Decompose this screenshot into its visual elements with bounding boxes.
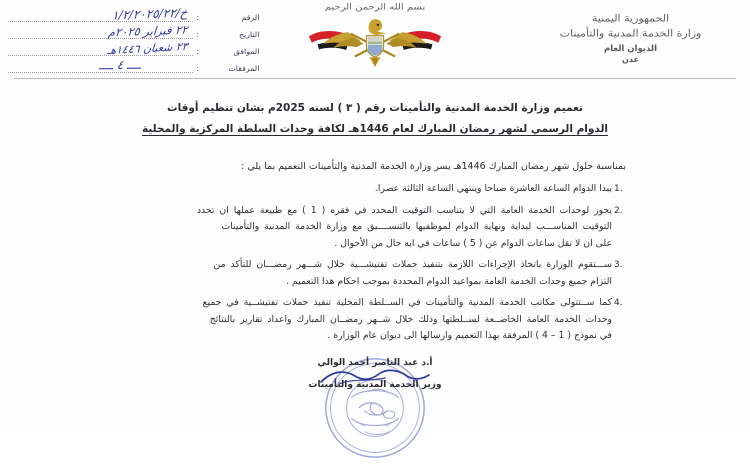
handwritten-number: خ/١/٢/٢٠٢٥/٢٢	[111, 5, 188, 23]
clause-line: التزام جميع وحدات الخدمة العامة بمواعيد الدوام المحددة بموجب احكام هذا التعميم .	[286, 275, 612, 287]
clause-item	[118, 295, 630, 345]
clause-text	[118, 181, 612, 198]
reference-row-date	[8, 23, 258, 39]
clause-line: في نموذج ( 1 – 4 ) المرفقة بهذا التعميم وارسالها الى ديوان عام الوزارة .	[327, 330, 612, 341]
clause-line: يجوز لوحدات الخدمة العامة التي لا يتناسب التوقيت المحدد في فقره ( 1 ) مع طبيعة عملها ان تحدد	[196, 204, 612, 216]
reference-label-date: التاريخ	[238, 30, 260, 39]
emblem-block	[270, 2, 480, 68]
reference-row-number	[8, 6, 258, 22]
ministry-official-round-stamp-icon	[323, 356, 427, 460]
department-name: الديوان العام	[604, 44, 657, 54]
clause-number: 3.	[614, 260, 623, 270]
reference-colon-number: :	[196, 13, 199, 22]
reference-value-number	[8, 7, 193, 22]
clause-number: 1.	[614, 184, 623, 194]
basmala-text: بسم الله الرحمن الرحيم	[324, 2, 426, 13]
document-title	[0, 98, 750, 140]
clause-text	[118, 295, 612, 345]
country-name: الجمهورية اليمنية	[591, 12, 669, 25]
city-name: عدن	[622, 55, 639, 64]
reference-label-hijri: الموافق	[233, 47, 260, 56]
clause-line: التوقيت المناســـب لبداية ونهاية الدوام لموظفيها بالتنســــيق مع وزارة الخدمة المدنية والتأمينات	[221, 221, 612, 232]
clause-line: ســـتقوم الوزارة باتخاذ الإجراءات اللازمة بتنفيذ حملات تفتيشـــية خلال شـــهر رمضـــان للتأكد من	[213, 259, 612, 270]
reference-colon-hijri: :	[196, 47, 199, 56]
clause-number: 4.	[614, 298, 623, 308]
handwritten-attachments: ــــ ٤ ــــ	[98, 57, 142, 73]
clause-list	[118, 181, 630, 345]
reference-value-date	[8, 24, 193, 39]
reference-row-attachments	[8, 57, 258, 73]
clause-text	[118, 203, 612, 253]
clause-line: كما ســتتولى مكاتب الخدمة المدنية والتأمينات في الســلطة المحلية تنفيذ حملات تفتيشــية في جميع	[202, 297, 612, 308]
header-divider	[14, 78, 736, 79]
document-body	[118, 158, 630, 350]
signature-block	[0, 358, 750, 390]
intro-paragraph: بمناسبة حلول شهر رمضان المبارك 1446هـ يسر وزارة الخدمة المدنية والتأمينات التعميم بما يلي :	[241, 161, 626, 172]
reference-row-hijri	[8, 40, 258, 56]
clause-line: يبدا الدوام الساعة العاشرة صباحا وينتهي الساعة الثالثة عصرا.	[374, 183, 612, 194]
title-line-1: تعميم وزارة الخدمة المدنية والتأمينات رقم ( ٣ ) لسنه 2025م بشان تنظيم أوقات	[167, 102, 583, 114]
clause-line: على ان لا تقل ساعات الدوام عن ( 5 ) ساعات في ايه حال من الأحوال .	[334, 237, 612, 249]
title-line-2: الدوام الرسمي لشهر رمضان المبارك لعام 1446هـ لكافة وحدات السلطة المركزية والمحلية	[141, 123, 608, 135]
clause-item	[118, 257, 630, 290]
clause-item	[118, 181, 630, 198]
reference-value-attachments	[8, 58, 193, 73]
handwritten-date: ٢٢ فبراير ٢٠٢٥م	[107, 22, 189, 40]
reference-fields	[8, 6, 258, 74]
clause-text	[118, 257, 612, 290]
signatory-title: وزير الخدمة المدنية والتأمينات	[308, 380, 442, 390]
reference-value-hijri	[8, 41, 193, 56]
ministry-name: وزارة الخدمة المدنية والتأمينات	[559, 27, 702, 40]
clause-number: 2.	[614, 205, 623, 216]
signatory-name: أ.د عبد الناصر أحمد الوالي	[317, 358, 433, 368]
clause-line: وحدات الخدمة العامة الخاضــعة لســلطتها وذلك خلال شــهر رمضــان المبارك واعداد تقارير بالنتائج	[209, 313, 612, 325]
reference-colon-date: :	[196, 30, 199, 39]
reference-label-attachments: المرفقات	[228, 64, 260, 73]
clause-item	[118, 203, 630, 253]
reference-colon-attachments: :	[196, 64, 199, 73]
handwritten-hijri-date: ٢٣ شعبان ١٤٤٦هـ	[106, 39, 188, 58]
yemen-eagle-emblem-icon	[300, 12, 450, 68]
document-header	[0, 0, 750, 78]
reference-label-number: الرقم	[241, 13, 260, 22]
ministry-identity	[523, 12, 738, 64]
